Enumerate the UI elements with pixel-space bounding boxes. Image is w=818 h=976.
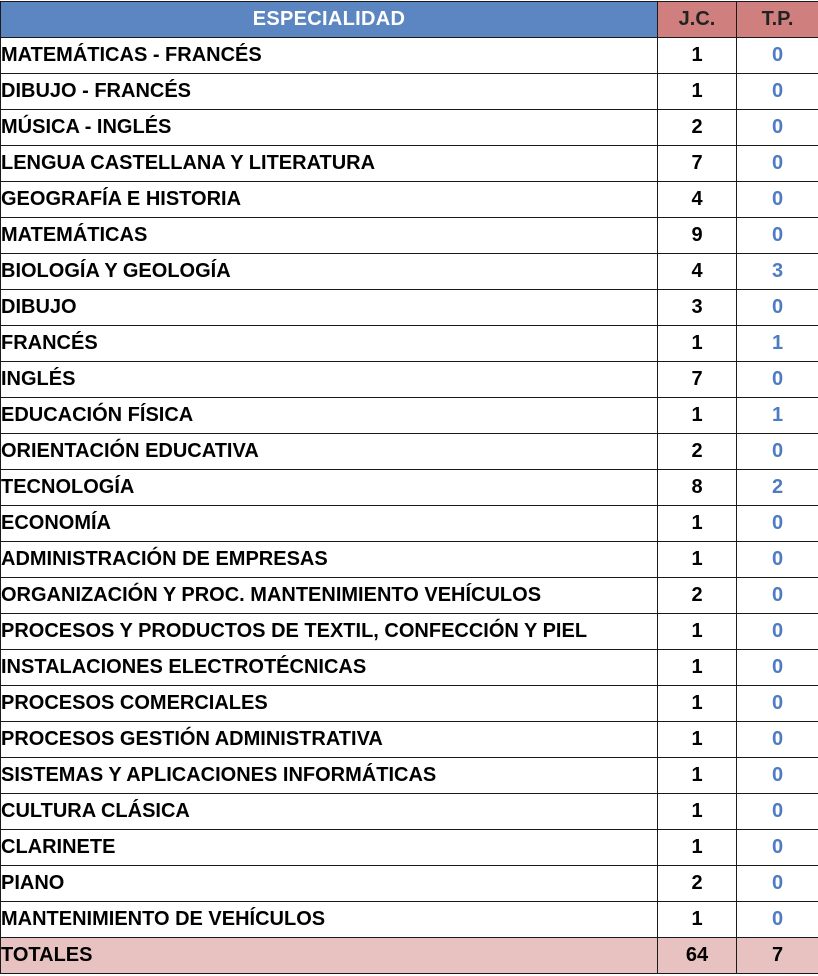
cell-tp[interactable]: 0 (737, 182, 818, 218)
cell-tp[interactable]: 0 (737, 38, 818, 74)
cell-especialidad[interactable]: PROCESOS Y PRODUCTOS DE TEXTIL, CONFECCIÓN Y PIEL (1, 614, 658, 650)
cell-especialidad[interactable]: CULTURA CLÁSICA (1, 794, 658, 830)
table-row (1, 362, 818, 398)
cell-tp[interactable]: 0 (737, 146, 818, 182)
totals-tp[interactable]: 7 (737, 938, 818, 974)
table-row (1, 902, 818, 938)
cell-tp[interactable]: 3 (737, 254, 818, 290)
table-row (1, 506, 818, 542)
cell-jc[interactable]: 2 (658, 434, 737, 470)
totals-label[interactable]: TOTALES (1, 938, 658, 974)
cell-especialidad[interactable]: MANTENIMIENTO DE VEHÍCULOS (1, 902, 658, 938)
cell-tp[interactable]: 0 (737, 866, 818, 902)
cell-tp[interactable]: 0 (737, 758, 818, 794)
table-row (1, 686, 818, 722)
cell-tp[interactable]: 2 (737, 470, 818, 506)
cell-especialidad[interactable]: DIBUJO - FRANCÉS (1, 74, 658, 110)
cell-tp[interactable]: 0 (737, 290, 818, 326)
cell-jc[interactable]: 2 (658, 110, 737, 146)
cell-tp[interactable]: 0 (737, 902, 818, 938)
cell-tp[interactable]: 1 (737, 398, 818, 434)
table-row (1, 470, 818, 506)
cell-tp[interactable]: 0 (737, 722, 818, 758)
cell-especialidad[interactable]: MATEMÁTICAS - FRANCÉS (1, 38, 658, 74)
cell-jc[interactable]: 1 (658, 398, 737, 434)
table-row (1, 254, 818, 290)
cell-jc[interactable]: 1 (658, 794, 737, 830)
cell-jc[interactable]: 1 (658, 722, 737, 758)
cell-tp[interactable]: 0 (737, 614, 818, 650)
cell-especialidad[interactable]: MATEMÁTICAS (1, 218, 658, 254)
totals-jc[interactable]: 64 (658, 938, 737, 974)
cell-jc[interactable]: 1 (658, 506, 737, 542)
cell-jc[interactable]: 1 (658, 38, 737, 74)
cell-tp[interactable]: 0 (737, 830, 818, 866)
cell-tp[interactable]: 0 (737, 74, 818, 110)
header-row (1, 2, 818, 38)
table-row (1, 650, 818, 686)
table-row (1, 722, 818, 758)
cell-especialidad[interactable]: PROCESOS COMERCIALES (1, 686, 658, 722)
table-row (1, 542, 818, 578)
cell-jc[interactable]: 9 (658, 218, 737, 254)
table-row (1, 290, 818, 326)
table-row (1, 146, 818, 182)
table-row (1, 614, 818, 650)
cell-jc[interactable]: 1 (658, 614, 737, 650)
cell-especialidad[interactable]: SISTEMAS Y APLICACIONES INFORMÁTICAS (1, 758, 658, 794)
cell-tp[interactable]: 0 (737, 434, 818, 470)
cell-especialidad[interactable]: MÚSICA - INGLÉS (1, 110, 658, 146)
table-row (1, 578, 818, 614)
header-especialidad[interactable]: ESPECIALIDAD (1, 2, 658, 38)
table-row (1, 38, 818, 74)
cell-tp[interactable]: 0 (737, 362, 818, 398)
cell-especialidad[interactable]: EDUCACIÓN FÍSICA (1, 398, 658, 434)
especialidad-table (0, 1, 818, 974)
cell-jc[interactable]: 7 (658, 362, 737, 398)
table-row (1, 218, 818, 254)
table-row (1, 830, 818, 866)
cell-especialidad[interactable]: TECNOLOGÍA (1, 470, 658, 506)
table-row (1, 434, 818, 470)
cell-especialidad[interactable]: LENGUA CASTELLANA Y LITERATURA (1, 146, 658, 182)
table-row (1, 758, 818, 794)
cell-especialidad[interactable]: CLARINETE (1, 830, 658, 866)
cell-tp[interactable]: 0 (737, 110, 818, 146)
cell-especialidad[interactable]: DIBUJO (1, 290, 658, 326)
cell-jc[interactable]: 2 (658, 578, 737, 614)
cell-especialidad[interactable]: INGLÉS (1, 362, 658, 398)
cell-especialidad[interactable]: PIANO (1, 866, 658, 902)
cell-especialidad[interactable]: ADMINISTRACIÓN DE EMPRESAS (1, 542, 658, 578)
cell-jc[interactable]: 1 (658, 758, 737, 794)
cell-especialidad[interactable]: BIOLOGÍA Y GEOLOGÍA (1, 254, 658, 290)
cell-jc[interactable]: 1 (658, 830, 737, 866)
cell-jc[interactable]: 4 (658, 182, 737, 218)
cell-tp[interactable]: 1 (737, 326, 818, 362)
cell-especialidad[interactable]: INSTALACIONES ELECTROTÉCNICAS (1, 650, 658, 686)
cell-jc[interactable]: 7 (658, 146, 737, 182)
cell-jc[interactable]: 1 (658, 74, 737, 110)
cell-tp[interactable]: 0 (737, 218, 818, 254)
cell-tp[interactable]: 0 (737, 542, 818, 578)
cell-jc[interactable]: 1 (658, 326, 737, 362)
cell-jc[interactable]: 1 (658, 650, 737, 686)
table-row (1, 794, 818, 830)
cell-jc[interactable]: 1 (658, 542, 737, 578)
cell-jc[interactable]: 3 (658, 290, 737, 326)
table-row (1, 110, 818, 146)
table-row (1, 326, 818, 362)
cell-tp[interactable]: 0 (737, 506, 818, 542)
table-row (1, 182, 818, 218)
cell-jc[interactable]: 8 (658, 470, 737, 506)
header-tp[interactable]: T.P. (737, 2, 818, 38)
table-row (1, 866, 818, 902)
cell-tp[interactable]: 0 (737, 578, 818, 614)
totals-row (1, 938, 818, 974)
cell-jc[interactable]: 2 (658, 866, 737, 902)
cell-especialidad[interactable]: ORGANIZACIÓN Y PROC. MANTENIMIENTO VEHÍCULOS (1, 578, 658, 614)
cell-jc[interactable]: 4 (658, 254, 737, 290)
cell-jc[interactable]: 1 (658, 686, 737, 722)
cell-tp[interactable]: 0 (737, 686, 818, 722)
cell-especialidad[interactable]: FRANCÉS (1, 326, 658, 362)
header-jc[interactable]: J.C. (658, 2, 737, 38)
cell-especialidad[interactable]: ECONOMÍA (1, 506, 658, 542)
cell-especialidad[interactable]: ORIENTACIÓN EDUCATIVA (1, 434, 658, 470)
cell-especialidad[interactable]: PROCESOS GESTIÓN ADMINISTRATIVA (1, 722, 658, 758)
table-row (1, 398, 818, 434)
table-body (1, 38, 818, 938)
cell-jc[interactable]: 1 (658, 902, 737, 938)
cell-tp[interactable]: 0 (737, 794, 818, 830)
cell-tp[interactable]: 0 (737, 650, 818, 686)
table-row (1, 74, 818, 110)
cell-especialidad[interactable]: GEOGRAFÍA E HISTORIA (1, 182, 658, 218)
